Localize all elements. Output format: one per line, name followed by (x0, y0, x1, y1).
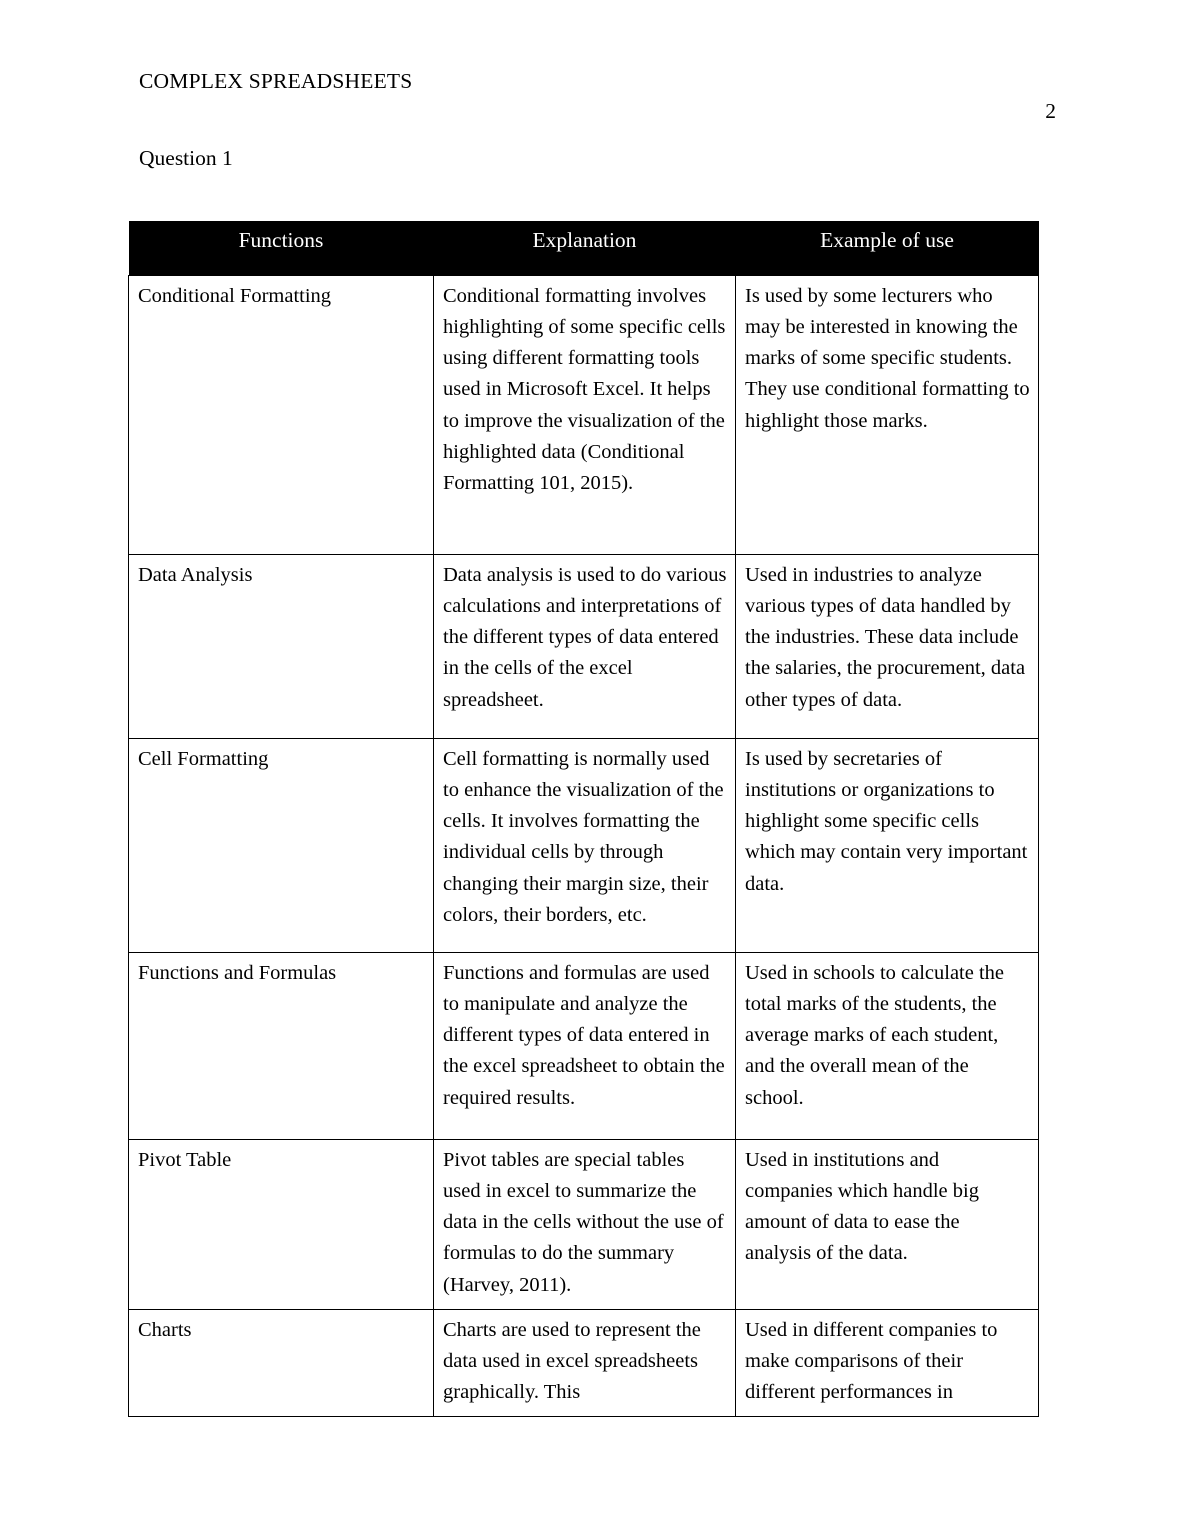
cell-example: Used in different companies to make comparisons of their different performances in (736, 1309, 1039, 1416)
cell-explanation: Pivot tables are special tables used in excel to summarize the data in the cells without the use of formulas to do the summary (Harvey, 2011). (434, 1140, 736, 1310)
cell-example: Used in schools to calculate the total marks of the students, the average marks of each student, and the overall mean of the school. (736, 953, 1039, 1140)
cell-function: Functions and Formulas (129, 953, 434, 1140)
table-row (129, 276, 1039, 555)
cell-explanation: Functions and formulas are used to manipulate and analyze the different types of data entered in the excel spreadsheet to obtain the required results. (434, 953, 736, 1140)
section-heading: Question 1 (139, 146, 233, 170)
running-head: COMPLEX SPREADSHEETS (139, 69, 413, 93)
column-header-example-of-use: Example of use (736, 221, 1039, 276)
page-number: 2 (1045, 99, 1056, 123)
table-row (129, 555, 1039, 739)
cell-function: Charts (129, 1309, 434, 1416)
cell-function: Pivot Table (129, 1140, 434, 1310)
column-header-functions: Functions (129, 221, 434, 276)
cell-explanation: Cell formatting is normally used to enhance the visualization of the cells. It involves formatting the individual cells by through changing their margin size, their colors, their borders, etc. (434, 739, 736, 953)
cell-example: Used in industries to analyze various types of data handled by the industries. These data include the salaries, the procurement, data other types of data. (736, 555, 1039, 739)
cell-example: Used in institutions and companies which handle big amount of data to ease the analysis of the data. (736, 1140, 1039, 1310)
table-row (129, 739, 1039, 953)
cell-example: Is used by some lecturers who may be interested in knowing the marks of some specific students. They use conditional formatting to highlight those marks. (736, 276, 1039, 555)
table-row (129, 953, 1039, 1140)
functions-table (128, 221, 1039, 1417)
cell-explanation: Charts are used to represent the data used in excel spreadsheets graphically. This (434, 1309, 736, 1416)
table-header (129, 221, 1039, 276)
table-row (129, 1140, 1039, 1310)
cell-function: Data Analysis (129, 555, 434, 739)
cell-explanation: Conditional formatting involves highlighting of some specific cells using different formatting tools used in Microsoft Excel. It helps to improve the visualization of the highlighted data (Conditional Formatting 101, 2015). (434, 276, 736, 555)
table-header-row (129, 221, 1039, 276)
table-row (129, 1309, 1039, 1416)
cell-explanation: Data analysis is used to do various calculations and interpretations of the different types of data entered in the cells of the excel spreadsheet. (434, 555, 736, 739)
cell-example: Is used by secretaries of institutions or organizations to highlight some specific cells which may contain very important data. (736, 739, 1039, 953)
cell-function: Cell Formatting (129, 739, 434, 953)
column-header-explanation: Explanation (434, 221, 736, 276)
cell-function: Conditional Formatting (129, 276, 434, 555)
table-body (129, 276, 1039, 1417)
